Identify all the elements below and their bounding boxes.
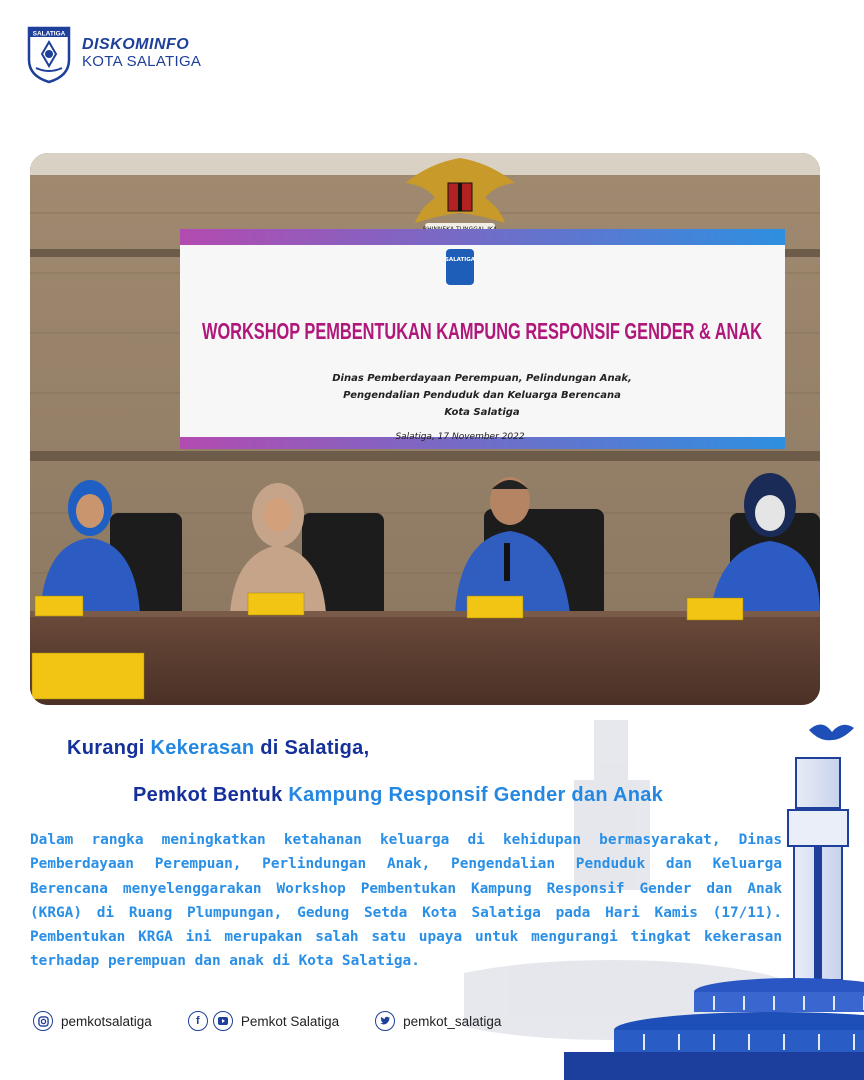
twitter-icon[interactable] [375,1011,395,1031]
brand-title: DISKOMINFO [82,35,190,53]
brand-subtitle: KOTA SALATIGA [82,52,202,70]
facebook-icon[interactable]: f [188,1011,208,1031]
banner-logo-text: SALATIGA [444,257,476,263]
social-footer [33,1011,537,1031]
headline-line-2 [133,784,663,807]
headline-line-1 [67,737,369,760]
instagram-icon[interactable] [33,1011,53,1031]
headline-text: Pemkot Bentuk [133,784,289,806]
banner-line-3: Kota Salatiga [444,407,520,418]
facebook-youtube-handle[interactable]: Pemkot Salatiga [240,1013,340,1029]
headline-highlight: Kekerasan [150,737,255,759]
article-paragraph: Dalam rangka meningkatkan ketahanan keluarga di kehidupan bermasyarakat, Dinas Pemberdayaan Perempuan, Perlindungan Anak, Pengendalian Penduduk dan Keluarga Berencana menyelenggarakan Workshop Pembentukan Kampung Responsif Gender dan Anak (KRGA) di Ruang Plumpungan, Gedung Setda Kota Salatiga pada Hari Kamis (17/11). Pembentukan KRGA ini merupakan salah satu upaya untuk mengurangi tingkat kekerasan terhadap perempuan dan anak di Kota Salatiga. [30,832,782,970]
twitter-handle[interactable]: pemkot_salatiga [403,1013,502,1029]
workshop-banner [180,229,785,449]
banner-date: Salatiga, 17 November 2022 [395,432,525,442]
instagram-handle[interactable]: pemkotsalatiga [61,1013,152,1029]
banner-title: WORKSHOP PEMBENTUKAN KAMPUNG RESPONSIF GENDER & ANAK [202,318,763,344]
logo-text: SALATIGA [32,30,66,38]
headline-highlight: Kampung Responsif Gender dan Anak [288,784,664,806]
headline-text: Kurangi [67,737,151,759]
header [26,22,201,84]
banner-line-2: Pengendalian Penduduk dan Keluarga Berencana [343,390,621,401]
salatiga-logo [26,22,72,84]
headline-text: di Salatiga, [254,737,370,759]
youtube-icon[interactable] [213,1011,233,1031]
banner-line-1: Dinas Pemberdayaan Perempuan, Pelindungan Anak, [332,373,632,384]
event-photo [30,153,820,705]
